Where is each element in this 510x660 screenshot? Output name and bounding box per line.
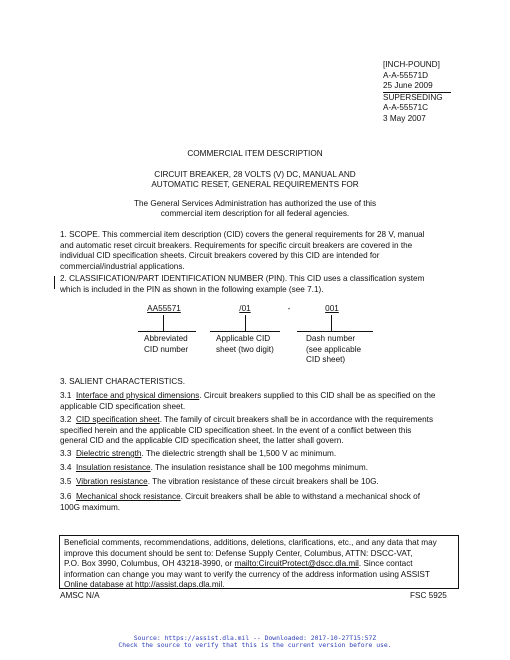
email-link[interactable]: mailto:CircuitProtect@dscc.dla.mil (234, 559, 359, 568)
comments-text: Online database at (64, 580, 136, 589)
revision-bar (54, 276, 55, 289)
fsc-label: FSC 5925 (410, 591, 447, 600)
header-line: 25 June 2009 (383, 81, 433, 90)
section-number: 3.3 (60, 449, 72, 458)
section-text: . The vibration resistance of these circuit breakers shall be 10G. (147, 477, 379, 486)
comments-line: information can change you may want to verify the currency of the address information using ASSIST (64, 569, 430, 579)
section-3-2 (60, 415, 460, 447)
pin-underline-3 (297, 331, 373, 332)
section-title: Interface and physical dimensions (75, 391, 200, 400)
pin-label-sheet (216, 334, 274, 355)
scope-paragraph (60, 230, 460, 272)
scope-line: 1. SCOPE. This commercial item description (CID) covers the general requirements for 28 V, manual (60, 230, 425, 239)
authorization-line1: The General Services Administration has authorized the use of this (133, 199, 377, 208)
section-text: . The dielectric strength shall be 1,500 V ac minimum. (141, 449, 337, 458)
pin-part-cid: AA55571 (147, 304, 181, 313)
scope-line: and automatic reset circuit breakers. Requirements for specific circuit breakers are covered in the (60, 240, 413, 250)
pin-underline-2 (210, 331, 280, 332)
section-text: applicable CID specification sheet. (60, 401, 186, 411)
section-text: . Circuit breakers shall be able to withstand a mechanical shock of (180, 492, 421, 501)
section-title: Dielectric strength (75, 449, 142, 458)
section-text: general CID and the applicable CID specification sheet, the latter shall govern. (60, 436, 344, 445)
pin-connector-2 (245, 315, 246, 331)
source-footer-line1: Source: https://assist.dla.mil -- Downloaded: 2017-10-27T15:57Z (133, 634, 377, 642)
header-line: A-A-55571D (383, 70, 429, 80)
pin-label-line: sheet (two digit) (216, 344, 274, 354)
comments-line: improve this document should be sent to: Defense Supply Center, Columbus, ATTN: DSCC-VAT, (64, 548, 413, 558)
header-line: [INCH-POUND] (383, 60, 440, 69)
salient-heading: 3. SALIENT CHARACTERISTICS. (60, 377, 185, 386)
pin-connector-3 (331, 315, 332, 331)
amsc-label: AMSC N/A (60, 591, 100, 600)
section-title: Insulation resistance (75, 463, 151, 472)
pin-example-diagram (138, 304, 378, 362)
pin-part-dash-number: 001 (325, 304, 339, 313)
section-3-1 (60, 391, 460, 412)
classification-paragraph (60, 274, 460, 295)
assist-link[interactable]: http://assist.daps.dla.mil (135, 580, 223, 589)
comments-text: P.O. Box 3990, Columbus, OH 43218-3990, or (64, 559, 235, 568)
section-number: 3.4 (60, 463, 72, 472)
classification-line: 2. CLASSIFICATION/PART IDENTIFICATION NUMBER (PIN). This CID uses a classification system (60, 274, 425, 283)
pin-underline-1 (138, 331, 196, 332)
document-type-title: COMMERCIAL ITEM DESCRIPTION (187, 149, 323, 158)
authorization-line2: commercial item description for all federal agencies. (160, 209, 350, 218)
section-title: Vibration resistance (75, 477, 148, 486)
pin-label-cid (144, 334, 188, 355)
section-3-6 (60, 492, 460, 513)
pin-label-line: CID sheet) (306, 355, 346, 364)
pin-label-line: Abbreviated (144, 334, 188, 343)
comments-text: . (222, 580, 225, 589)
scope-line: commercial/industrial applications. (60, 261, 185, 271)
section-text: . The insulation resistance shall be 100 megohms minimum. (150, 463, 368, 472)
comments-text: . Since contact (358, 559, 413, 568)
scope-line: individual CID specification sheets. Circuit breakers covered by this CID are intended for (60, 251, 380, 260)
pin-label-line: CID number (144, 344, 189, 354)
superseding-line: A-A-55571C (383, 103, 429, 112)
superseding-line: 3 May 2007 (383, 113, 426, 123)
subject-title-line1: CIRCUIT BREAKER, 28 VOLTS (V) DC, MANUAL AND (154, 170, 356, 179)
section-number: 3.2 (60, 415, 72, 424)
classification-line: which is included in the PIN as shown in the following example (see 7.1). (60, 284, 324, 294)
comments-box (59, 535, 459, 589)
section-3-5 (60, 477, 460, 488)
section-number: 3.5 (60, 477, 72, 486)
section-3-3 (60, 449, 460, 460)
section-3-4 (60, 463, 460, 474)
subject-title-line2: AUTOMATIC RESET, GENERAL REQUIREMENTS FOR (151, 180, 359, 189)
pin-label-line: (see applicable (306, 344, 362, 354)
pin-label-line: Dash number (306, 334, 356, 343)
section-number: 3.6 (60, 492, 72, 501)
section-text: specified herein and the applicable CID specification sheet. In the event of a conflict between this (60, 425, 412, 435)
pin-label-dash-number (306, 334, 361, 366)
document-header (383, 60, 455, 124)
comments-line: Beneficial comments, recommendations, additions, deletions, clarifications, etc., and any data that may (64, 538, 437, 547)
superseding-line: SUPERSEDING (383, 92, 443, 102)
pin-dash: - (287, 304, 291, 313)
section-title: Mechanical shock resistance (75, 492, 181, 501)
section-text: . Circuit breakers supplied to this CID shall be as specified on the (199, 391, 436, 400)
section-number: 3.1 (60, 391, 72, 400)
pin-label-line: Applicable CID (216, 334, 271, 343)
section-text: 100G maximum. (60, 502, 121, 512)
section-text: . The family of circuit breakers shall be in accordance with the requirements (159, 415, 434, 424)
pin-part-sheet: /01 (239, 304, 251, 313)
source-footer-line2: Check the source to verify that this is the current version before use. (118, 641, 392, 649)
section-title: CID specification sheet (75, 415, 160, 424)
pin-connector-1 (163, 315, 164, 331)
